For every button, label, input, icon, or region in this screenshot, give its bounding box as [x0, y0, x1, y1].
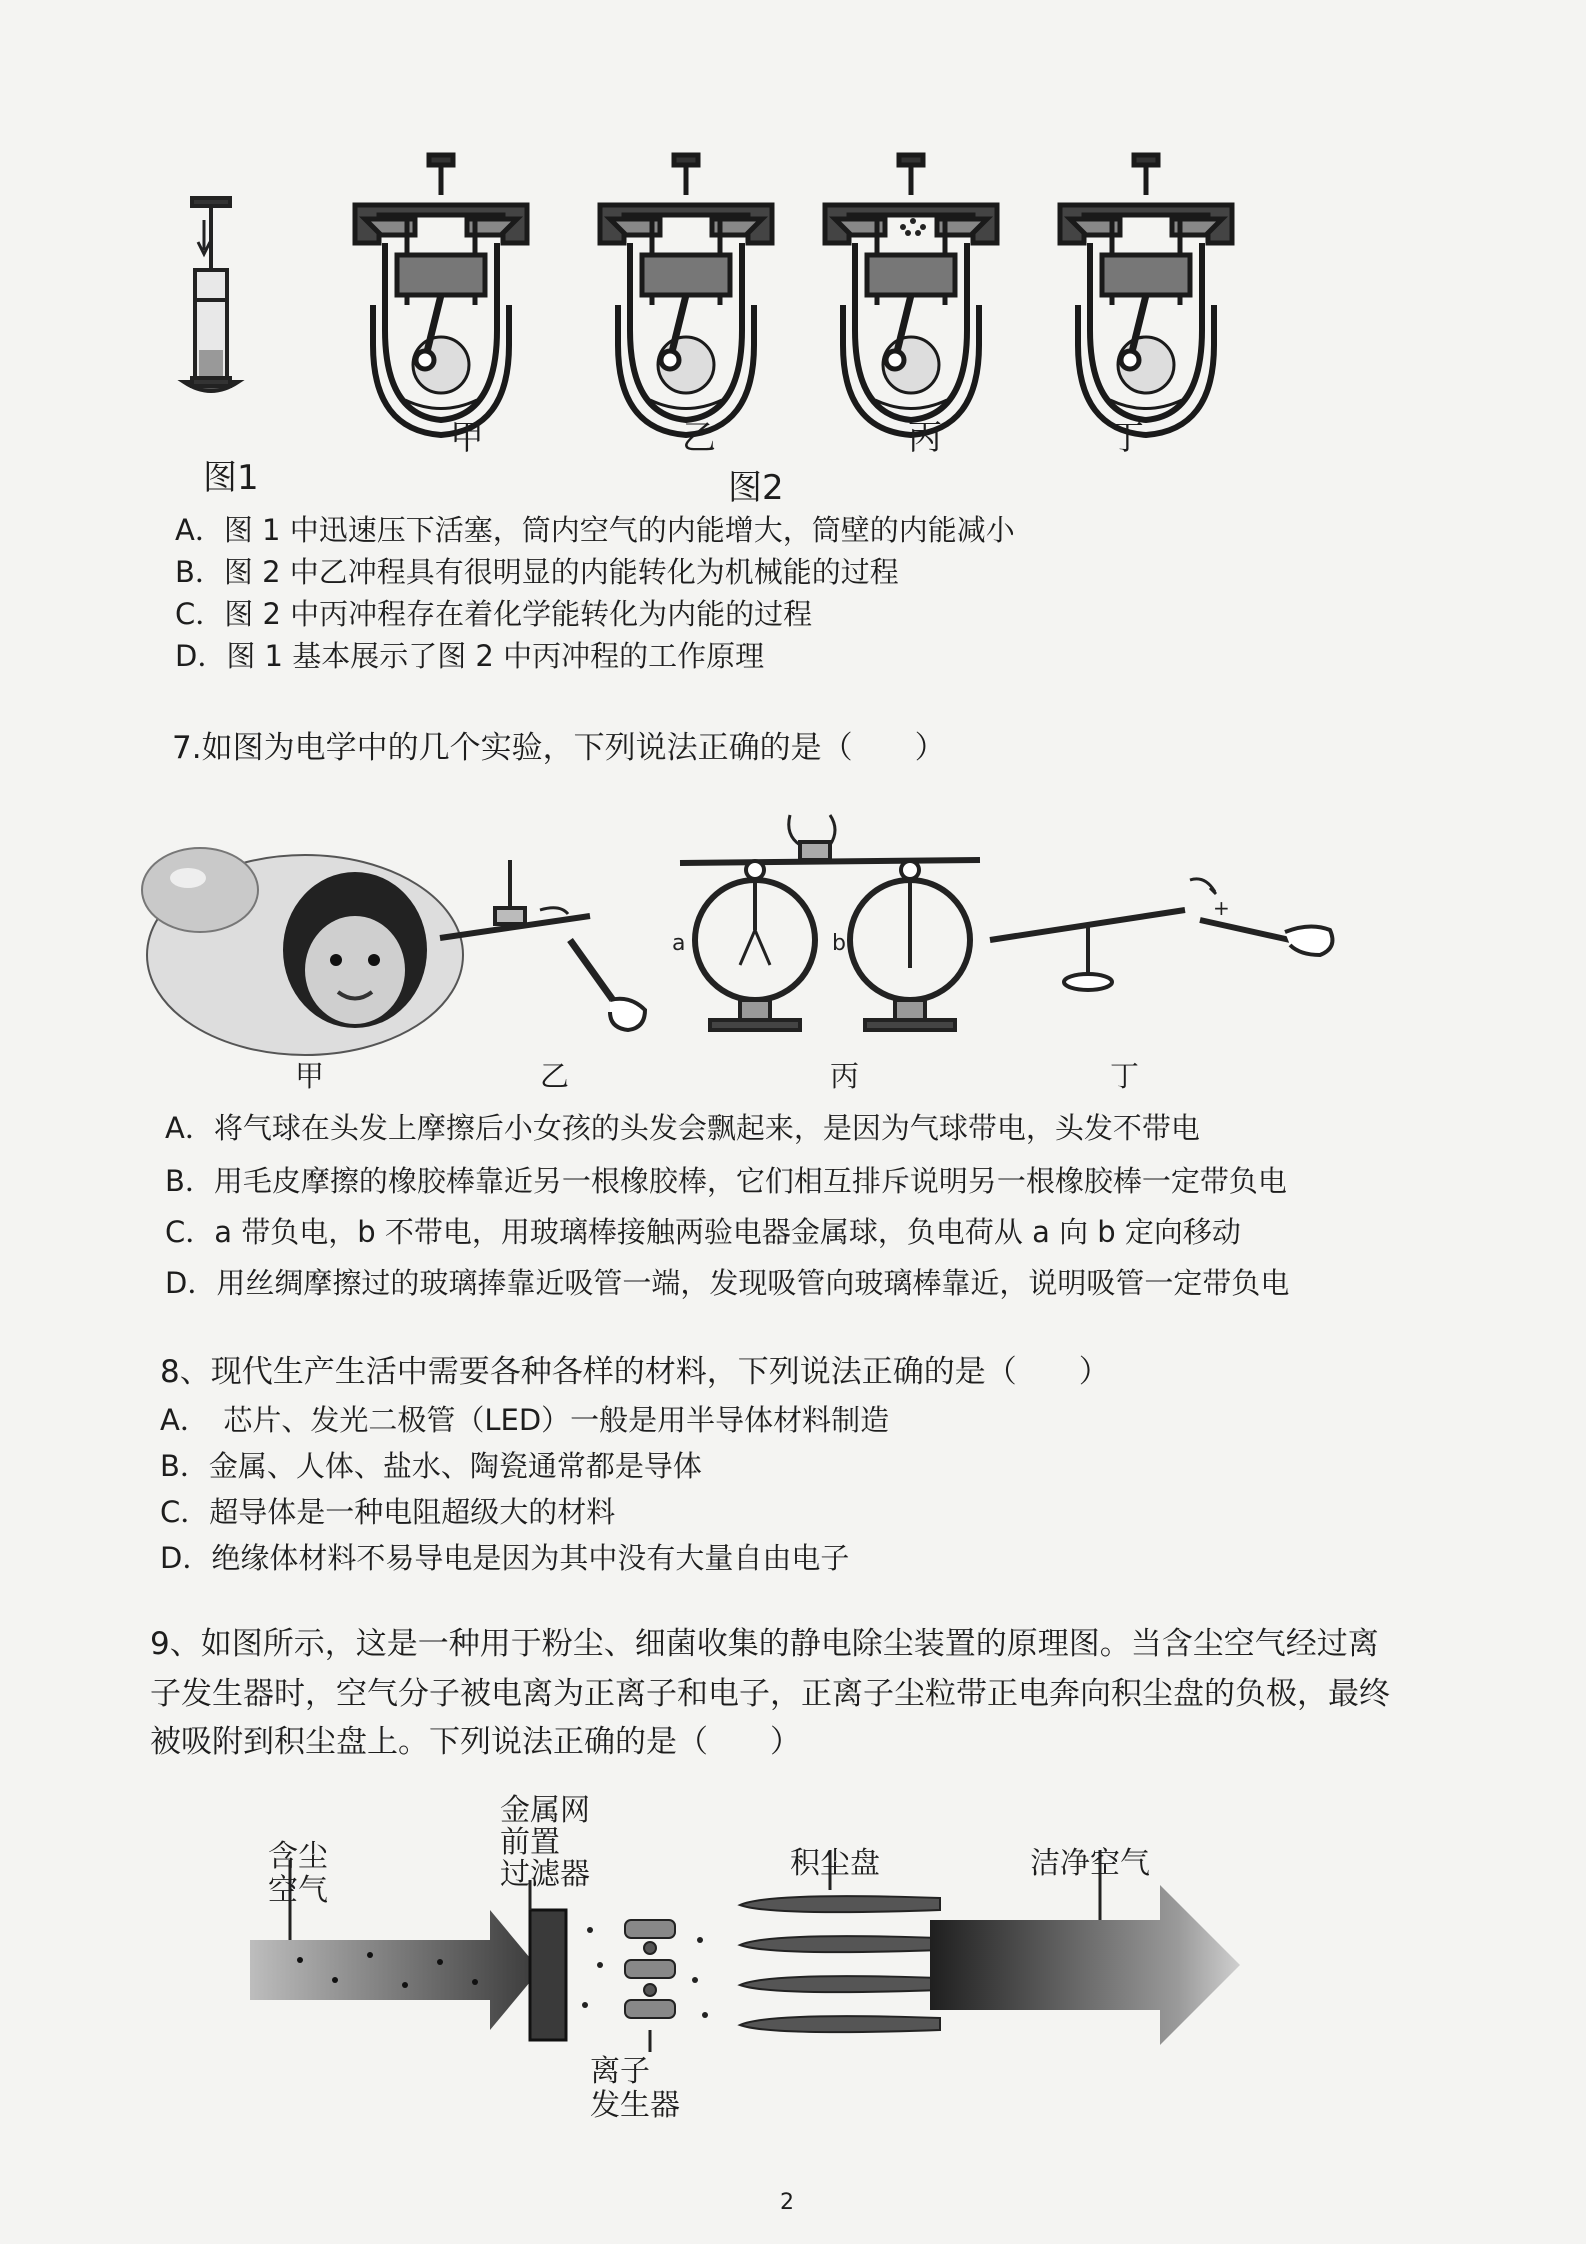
q9-stem-line-1: 9、如图所示，这是一种用于粉尘、细菌收集的静电除尘装置的原理图。当含尘空气经过离 [150, 1626, 1379, 1662]
q7-label-yi: 乙 [540, 1059, 570, 1093]
label-filter-line3: 过滤器 [500, 1857, 590, 1892]
q6-option-d: D．图 1 基本展示了图 2 中丙冲程的工作原理 [175, 639, 765, 673]
label-ionizer-line1: 离子 [590, 2054, 650, 2089]
label-dusty-air-line2: 空气 [268, 1873, 328, 1908]
q9-stem-line-3: 被吸附到积尘盘上。下列说法正确的是（ ） [150, 1724, 801, 1760]
q7-label-bing: 丙 [830, 1059, 860, 1093]
clean-air-arrow [930, 1885, 1240, 2045]
q7-option-d: D．用丝绸摩擦过的玻璃捧靠近吸管一端，发现吸管向玻璃棒靠近，说明吸管一定带负电 [165, 1266, 1290, 1300]
stroke-label-jia: 甲 [450, 418, 484, 458]
label-clean-air: 洁净空气 [1030, 1846, 1150, 1881]
q7-label-jia: 甲 [295, 1059, 325, 1093]
q8-stem: 8、现代生产生活中需要各种各样的材料，下列说法正确的是（ ） [160, 1354, 1110, 1390]
electroscopes-experiment [680, 815, 980, 1030]
fig2-label: 图2 [728, 468, 784, 508]
q7-label-ding: 丁 [1110, 1059, 1140, 1093]
engine-stroke-ding [1060, 155, 1232, 435]
straw-stand-experiment [990, 879, 1332, 990]
label-dusty-air [268, 1840, 328, 1908]
ion-generator [625, 1920, 675, 2018]
q9-stem-line-2: 子发生器时，空气分子被电离为正离子和电子，正离子尘粒带正电奔向积尘盘的负极，最终 [150, 1676, 1390, 1712]
stroke-label-ding: 丁 [1110, 418, 1144, 458]
page-number: 2 [780, 2190, 794, 2215]
electroscope-b [850, 861, 970, 1030]
engine-stroke-bing [825, 155, 997, 435]
q7-figure [140, 800, 1360, 1060]
q6-option-a: A．图 1 中迅速压下活塞，筒内空气的内能增大，筒壁的内能减小 [175, 513, 1015, 547]
label-dusty-air-line1: 含尘 [268, 1839, 328, 1874]
electroscope-b-label: b [832, 931, 846, 956]
q6-option-b: B．图 2 中乙冲程具有很明显的内能转化为机械能的过程 [175, 555, 899, 589]
electroscope-a [695, 861, 815, 1030]
q8-option-a: A． 芯片、发光二极管（LED）一般是用半导体材料制造 [160, 1403, 890, 1437]
label-filter [500, 1795, 590, 1891]
q6-option-c: C．图 2 中丙冲程存在着化学能转化为内能的过程 [175, 597, 813, 631]
label-ionizer-line2: 发生器 [590, 2088, 680, 2123]
label-filter-line1: 金属网 [500, 1793, 590, 1828]
label-filter-line2: 前置 [500, 1825, 560, 1860]
fire-syringe-illustration [184, 198, 238, 391]
label-ionizer [590, 2055, 680, 2123]
stroke-label-bing: 丙 [908, 418, 942, 458]
q7-option-c: C．a 带负电，b 不带电，用玻璃棒接触两验电器金属球，负电荷从 a 向 b 定向移动 [165, 1215, 1241, 1249]
electroscope-a-label: a [672, 931, 686, 956]
q8-option-b: B．金属、人体、盐水、陶瓷通常都是导体 [160, 1449, 702, 1483]
plus-sign: + [1213, 896, 1230, 920]
engine-stroke-yi [600, 155, 772, 435]
q7-option-b: B．用毛皮摩擦的橡胶棒靠近另一根橡胶棒，它们相互排斥说明另一根橡胶棒一定带负电 [165, 1164, 1287, 1198]
label-collector: 积尘盘 [790, 1846, 880, 1881]
suspended-rod-experiment [440, 860, 645, 1030]
q8-option-c: C．超导体是一种电阻超级大的材料 [160, 1495, 616, 1529]
girl-balloon-photo [142, 848, 463, 1055]
q9-figure [240, 1790, 1360, 2090]
q8-option-d: D．绝缘体材料不易导电是因为其中没有大量自由电子 [160, 1541, 850, 1575]
dusty-air-arrow [250, 1910, 540, 2030]
q7-stem: 7.如图为电学中的几个实验，下列说法正确的是（ ） [172, 730, 946, 766]
q7-option-a: A．将气球在头发上摩擦后小女孩的头发会飘起来，是因为气球带电，头发不带电 [165, 1111, 1200, 1145]
stroke-label-yi: 乙 [682, 418, 716, 458]
metal-mesh-filter [530, 1910, 566, 2040]
engine-stroke-jia [355, 155, 527, 435]
fig1-label: 图1 [203, 458, 259, 498]
dust-collector-plates [740, 1896, 940, 2032]
